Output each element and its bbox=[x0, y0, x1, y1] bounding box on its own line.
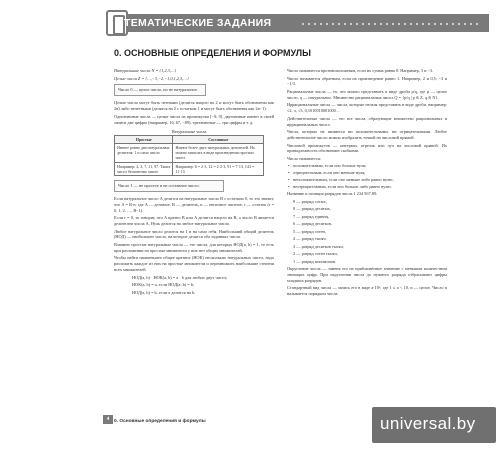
natural-numbers-table bbox=[114, 129, 264, 176]
list-item: 9 — разряд сотых, bbox=[293, 198, 327, 204]
table-cell: Имеют более двух натуральных делителей. Их можно записать в виде произведения простых чисел bbox=[173, 143, 264, 162]
classes-title: Число называется: bbox=[287, 155, 321, 161]
footer-text: 0. Основные определения и формулы bbox=[114, 419, 206, 424]
list-item: • положительным, если оно больше нуля; bbox=[293, 163, 447, 169]
list-item: 8 — разряд десятых, bbox=[293, 206, 331, 212]
right-column bbox=[287, 68, 447, 299]
para-opposite: Число называется противоположным, если их сумма равна 0. Например, 3 и −3. bbox=[287, 68, 434, 73]
para-reciprocal: Число называется обратным, если их произведение равно 1. Например, 2 и 0,5; −3 и −1/3. bbox=[287, 75, 447, 87]
section-title: ТЕМАТИЧЕСКИЕ ЗАДАНИЯ bbox=[124, 17, 272, 29]
one-callout: Число 1 — не простое и не составное число. bbox=[114, 180, 224, 192]
para-standard-form: Стандартный вид числа — запись его в виде a·10ⁿ, где 1 ≤ a < 10, n — целое. Число n называется порядком числа. bbox=[287, 285, 447, 297]
left-column bbox=[114, 68, 274, 297]
list-item: 2 — разряд сотен тысяч, bbox=[293, 251, 338, 257]
table-row bbox=[115, 143, 264, 162]
para-division: Если натуральное число A делится на натуральное число B с остатком 0, то это значит, что A = B·n, где A — делимое, B — делитель, n — неполное частное, r — остаток (r = 0, 1, 2, …, B−1). bbox=[114, 195, 274, 213]
table-header-composite: Составные bbox=[173, 135, 264, 143]
para-real: Действительные числа — это все числа, образующие множество рациональных и иррациональных чисел. bbox=[287, 115, 447, 127]
places-list bbox=[287, 199, 447, 265]
para-digit-count: Однозначные числа — целые числа из промежутка [−9; 9], двузначные имеют в своей записи две цифры (например, 16, 67, −89), трехзначные — три цифры и т. д. bbox=[114, 113, 274, 125]
table-row bbox=[115, 162, 264, 175]
para-gcd: Любое натуральное число делится на 1 и на само себя. Наибольший общий делитель (НОД) — наибольшее число, на которое делятся оба заданных числа. bbox=[114, 228, 274, 240]
table-cell: Например: 2, 3, 7, 11, 97. Таких чисел бесконечно много bbox=[115, 162, 173, 175]
para-rounding: Округление числа — замена его на приближённое значение с меньшим количеством значащих цифр. При округлении числа до нужного разряда отбрасывают цифры младших разрядов. bbox=[287, 266, 447, 283]
watermark-text: universal.by bbox=[380, 414, 476, 433]
list-item: • отрицательным, если оно меньше нуля; bbox=[293, 170, 447, 176]
formula-2: НОК(а, b) = а, если НОД(а, b) = b; bbox=[132, 282, 195, 288]
header-dots-decoration bbox=[300, 22, 480, 26]
list-item: 5 — разряд сотен, bbox=[293, 228, 326, 234]
sign-classes-list bbox=[287, 163, 447, 190]
para-irrational: Иррациональные числа — числа, которые нельзя представить в виде дроби, например: √2, π, √3, 0,1010010001000… bbox=[287, 102, 447, 114]
table-caption: Натуральные числа bbox=[171, 128, 207, 134]
list-item: 4 — разряд тысяч, bbox=[293, 236, 327, 242]
def-natural: Натуральные числа N = {1,2,3,…} bbox=[114, 68, 177, 73]
list-item: 6 — разряд десятков, bbox=[293, 221, 332, 227]
places-title: Название и позиция разрядов числа 1 234 567,89: bbox=[287, 191, 378, 197]
formula-3: НОД(а, b) = b, если а делится на b. bbox=[132, 289, 196, 295]
para-coprime: Взаимно простые натуральные числа — это числа, для которых НОД(a, b) = 1, то есть при разложении на простые множители у них нет общих множителей. bbox=[114, 241, 274, 253]
chapter-title: 0. ОСНОВНЫЕ ОПРЕДЕЛЕНИЯ И ФОРМУЛЫ bbox=[114, 48, 311, 58]
para-lcm: Чтобы найти наименьшее общее кратное (НОК) нескольких натуральных чисел, надо разложить каждое из них на простые множители и перемножить наибольшие степени всех множителей. bbox=[114, 255, 274, 273]
list-item: 7 — разряд единиц, bbox=[293, 213, 330, 219]
para-divisible: Если r = 0, то говорят, что A кратно B или A делится нацело на B, а число B является делителем числа A. Нуль делится на любое натуральное число. bbox=[114, 215, 274, 227]
list-item: 3 — разряд десятков тысяч, bbox=[293, 243, 344, 249]
table-cell: Например: 6 = 2·3, 12 = 2·2·3, 91 = 7·13, 143 = 11·13 bbox=[173, 162, 264, 175]
list-item: • неотрицательным, если оно больше либо равно нулю. bbox=[293, 184, 447, 190]
list-item: 1 — разряд миллионов. bbox=[293, 258, 337, 264]
table-header-prime: Простые bbox=[115, 135, 173, 143]
page-number: 4 bbox=[103, 415, 113, 424]
formula-1: НОД(а, b) · НОК(а, b) = а · b для любых двух чисел; bbox=[132, 274, 228, 280]
para-even-odd: Целые числа могут быть четными (делятся нацело на 2 и могут быть обозначены как 2n) либо нечетными (делятся на 2 с остатком 1 и могут быть обозначены как 2n−1). bbox=[114, 100, 274, 112]
list-item: • неположительным, если оно меньше либо равно нулю; bbox=[293, 177, 447, 183]
table-cell: Имеют ровно два натуральных делителя: 1 и само число bbox=[115, 143, 173, 162]
para-rational: Рациональные числа — то, что можно представить в виде дроби p/q, где p — целое число, q — натуральное. Множество рациональных чисел Q = {p/q | p ∈ Z, q ∈ N}. bbox=[287, 88, 447, 100]
para-interval: Числовой промежуток — интервал, отрезок или луч на числовой прямой. Их принадлежность обозначают скобками. bbox=[287, 142, 447, 154]
def-integer: Целые числа Z = {…,−3,−2,−1,0,1,2,3,…} bbox=[114, 75, 189, 81]
para-number-line: Числа, которые не являются ни положительными, ни отрицательными. Любое действительное число можно изобразить точкой на числовой прямой. bbox=[287, 129, 447, 141]
zero-callout: Число 0 — целое число, но не натуральное. bbox=[114, 84, 206, 96]
